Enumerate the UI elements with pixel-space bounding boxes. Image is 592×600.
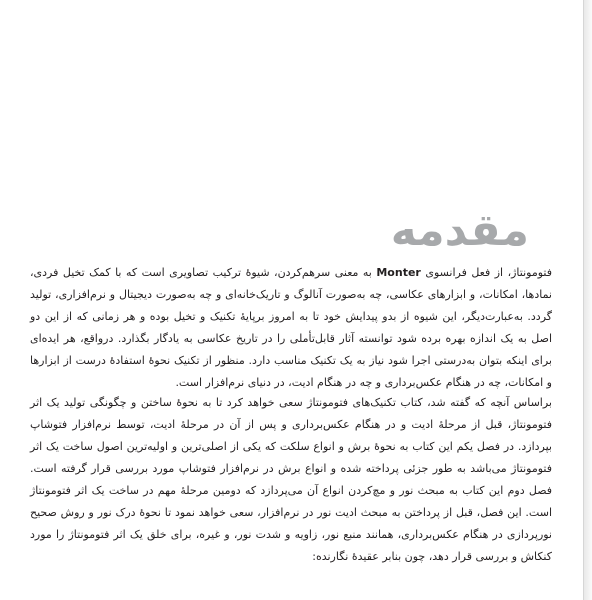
french-term: Monter xyxy=(376,266,421,279)
intro-paragraph xyxy=(30,262,552,394)
chapter-title: مقدمه xyxy=(390,205,529,256)
page-shadow xyxy=(584,0,592,600)
paragraph-text-before-term: فتومونتاژ، از فعل فرانسوی xyxy=(425,266,553,279)
paragraph-text-after-term: به معنی سرهم‌کردن، شیوهٔ ترکیب تصاویری است که با کمک تخیل فردی، نمادها، امکانات، و ابزارهای عکاسی، چه به‌صورت آنالوگ و تاریک‌خانه‌ای و چه به‌صورت دیجیتال و نرم‌افزاری، تولید گردد. به‌عبارت‌دیگر، این شیوه از بدو پیدایش خود تا به امروز برپایهٔ تکنیک و تخیل بوده و هر زمانی که از این دو اصل به یک اندازه بهره برده شود توانسته آثار قابل‌تأملی را در تاریخ عکاسی به یادگار بگذارد. درواقع، هر ایده‌ای برای اینکه بتوان به‌درستی اجرا شود نیاز به یک تکنیک مناسب دارد. منظور از تکنیک نحوهٔ استفادهٔ درست از ابزارها و امکانات، چه در هنگام عکس‌برداری و چه در هنگام ادیت، در دنیای نرم‌افزار است. xyxy=(30,266,552,389)
book-overview-paragraph: براساس آنچه که گفته شد، کتاب تکنیک‌های فتومونتاژ سعی خواهد کرد تا به نحوهٔ ساختن و چگونگی تولید یک اثر فتومونتاژ، قبل از مرحلهٔ ادیت و در هنگام عکس‌برداری و پس از آن در مرحلهٔ ادیت، توسط نرم‌افزار فتوشاپ بپردازد. در فصل یکم این کتاب به نحوهٔ برش و انواع سلکت که یکی از اصلی‌ترین و اولیه‌ترین اصول ساخت یک اثر فتومونتاژ می‌باشد به طور جزئی پرداخته شده و انواع برش در نرم‌افزار فتوشاپ مورد بررسی قرار گرفته است. فصل دوم این کتاب به مبحث نور و مچ‌کردن انواع آن می‌پردازد که دومین مرحلهٔ مهم در ساخت یک اثر فتومونتاژ است. این فصل، قبل از پرداختن به مبحث ادیت نور در نرم‌افزار، سعی خواهد نمود تا نحوهٔ درک نور و روش صحیح نورپردازی در هنگام عکس‌برداری، همانند منبع نور، زاویه و شدت نور، و غیره، برای خلق یک اثر فتومونتاژ را مورد کنکاش و بررسی قرار دهد، چون بنابر عقیدهٔ نگارنده: xyxy=(30,396,552,563)
